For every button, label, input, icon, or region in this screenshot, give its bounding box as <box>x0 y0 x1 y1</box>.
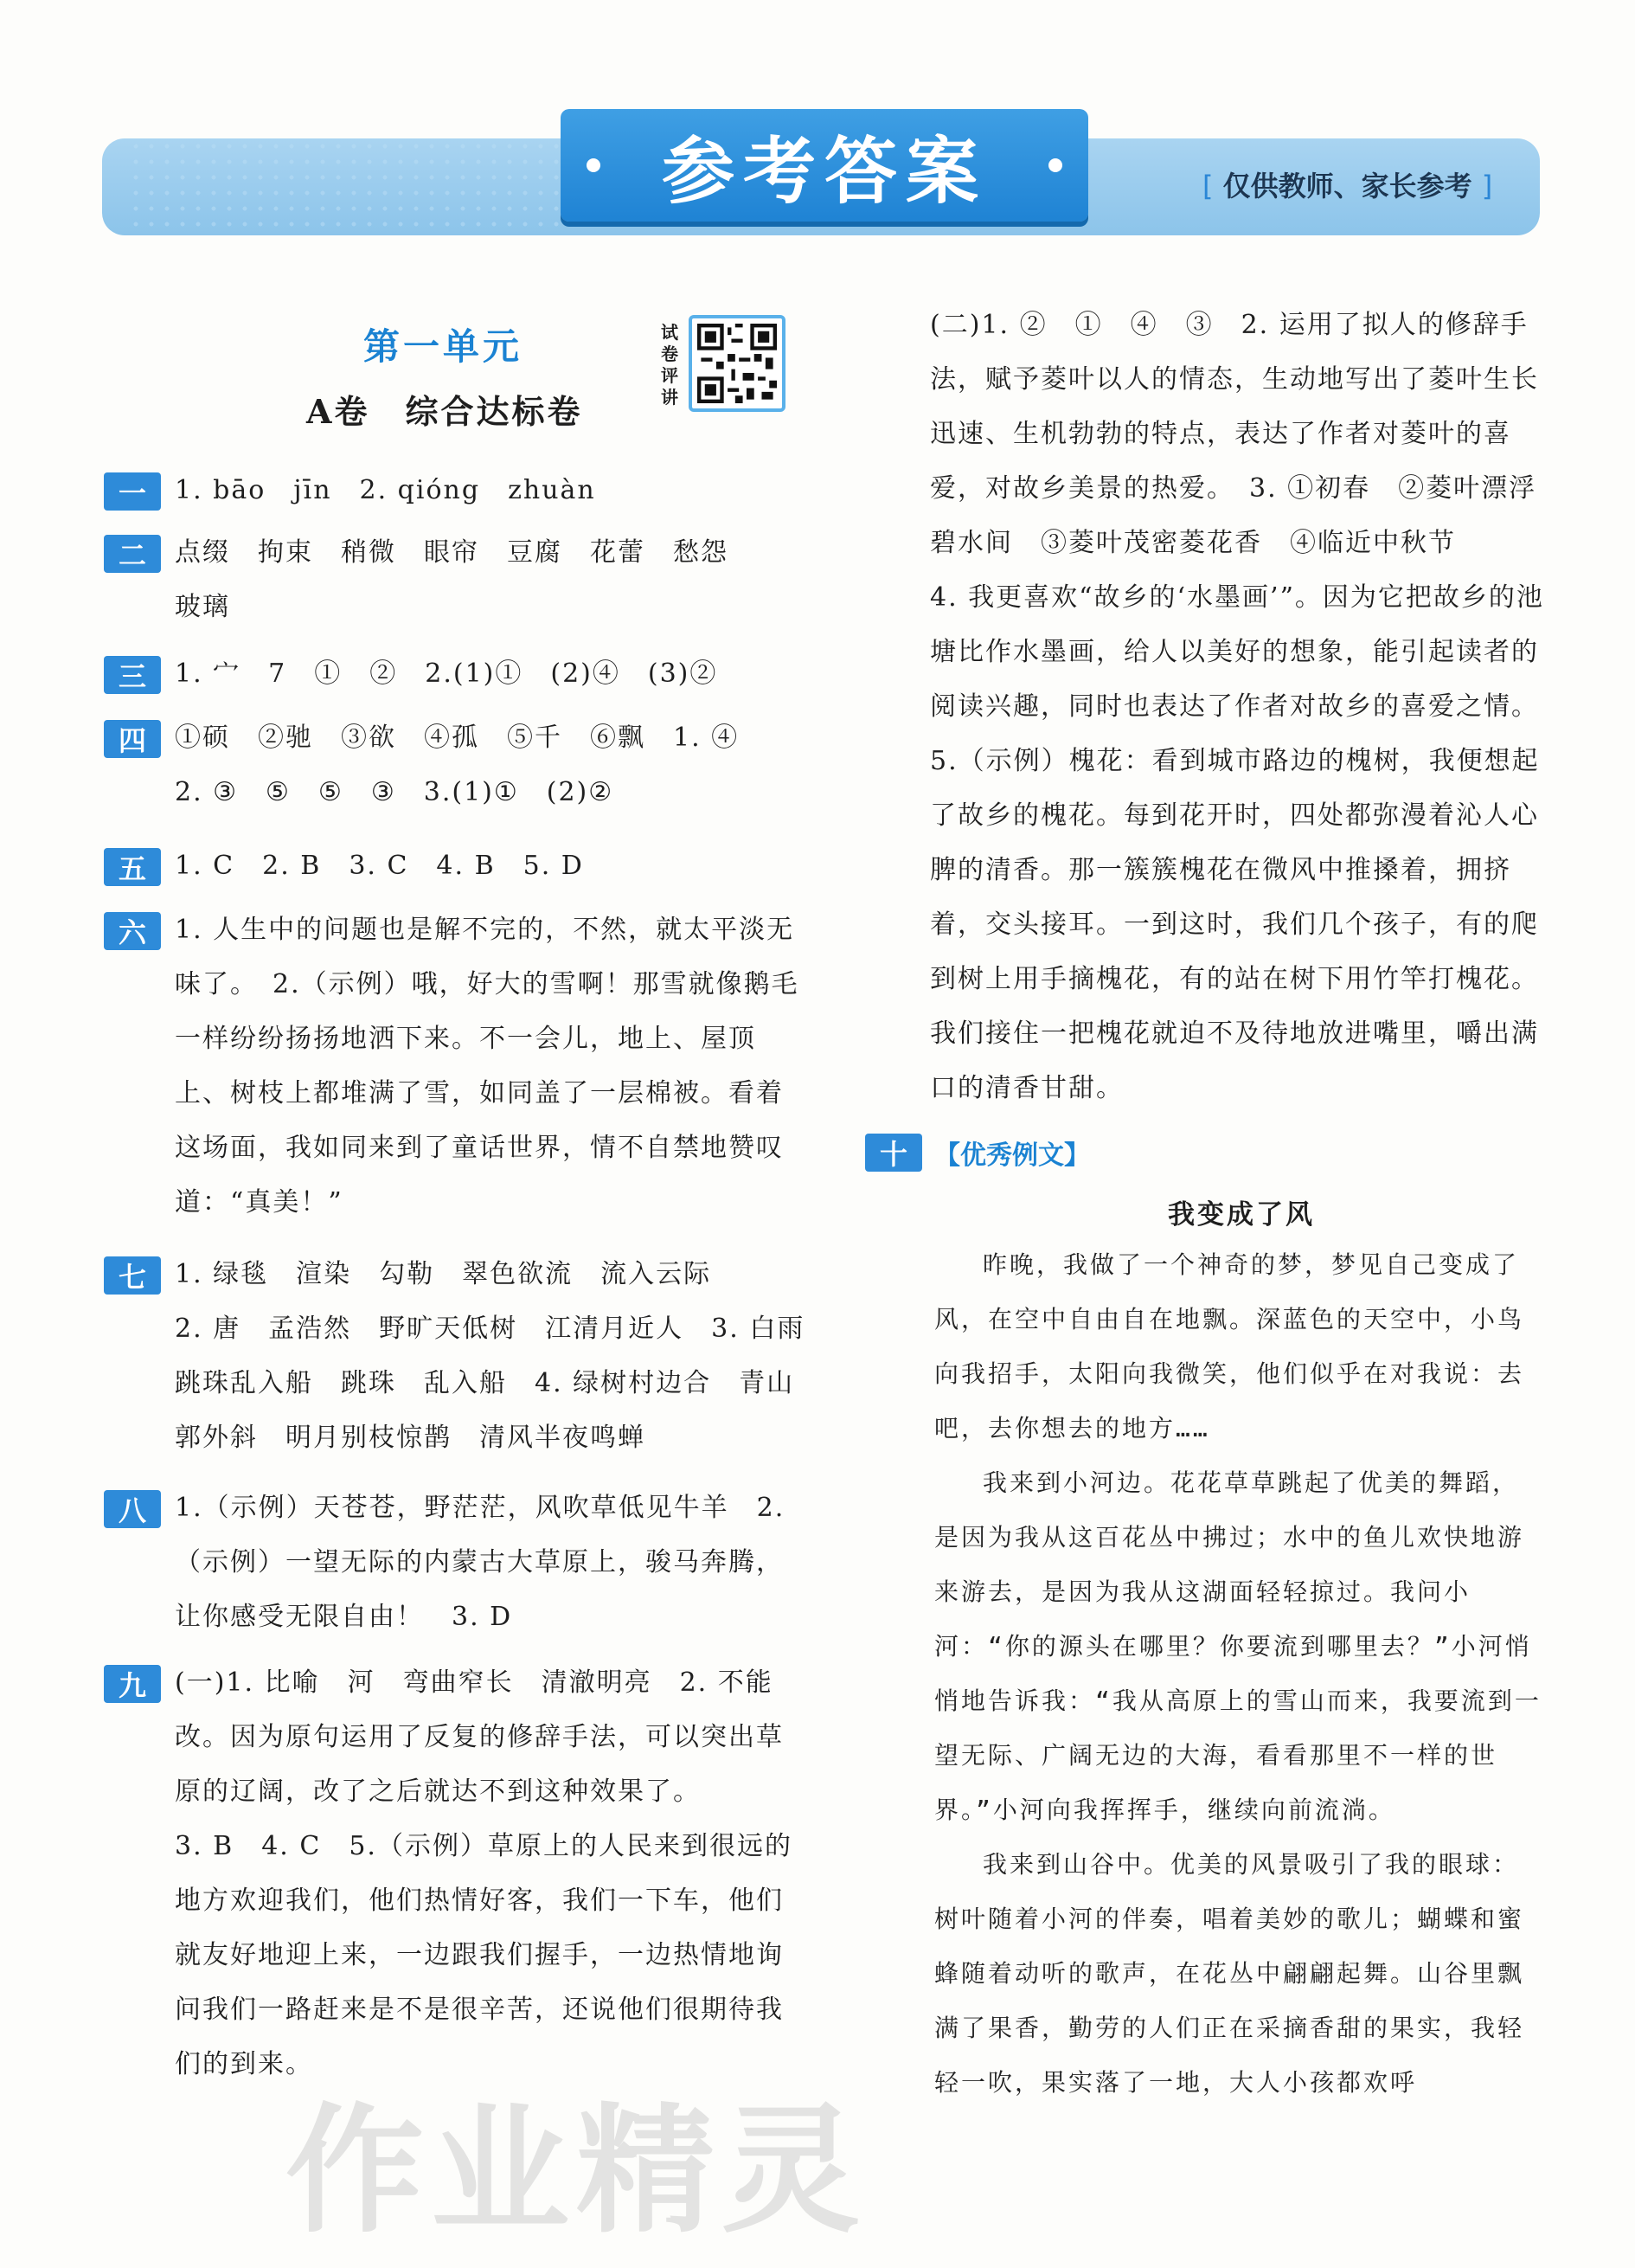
section-text: 1. 绿毯 渲染 勾勒 翠色欲流 流入云际 2. 唐 孟浩然 野旷天低树 江清月近人 3. 白雨跳珠乱入船 跳珠 乱入船 4. 绿树村边合 青山郭外斜 明月别枝惊鹊 清风半夜鸣蝉 <box>175 1259 805 1453</box>
essay-title: 我变成了风 <box>1168 1199 1315 1230</box>
section-badge: 二 <box>104 535 161 573</box>
essay-body <box>934 1237 1544 2110</box>
banner-pattern <box>128 138 612 235</box>
bracket-open: [ <box>1202 170 1214 202</box>
section-badge: 八 <box>104 1490 161 1528</box>
reference-note <box>1202 164 1492 208</box>
section-text: 1. bāo jīn 2. qióng zhuàn <box>175 475 596 505</box>
unit-title: 第一单元 <box>363 325 523 368</box>
section-text: 1.（示例）天苍苍，野茫茫，风吹草低见牛羊 2.（示例）一望无际的内蒙古大草原上，骏马奔腾，让你感受无限自由！ 3. D <box>175 1493 785 1632</box>
section-text: (一)1. 比喻 河 弯曲窄长 清澈明亮 2. 不能改。因为原句运用了反复的修辞手法，可以突出草原的辽阔，改了之后就达不到这种效果了。 3. B 4. C 5.（示例）草原上的人民来到很远的地方欢迎我们，他们热情好客，我们一下车，他们就友好地迎上来，一边跟我们握手，一边热情地询问我们一路赶来是不是很辛苦，还说他们很期待我们的到来。 <box>175 1667 792 2079</box>
volume-title: A卷 综合达标卷 <box>306 392 583 431</box>
title-dot-left <box>587 158 600 172</box>
page-title <box>561 109 1088 222</box>
section-text: 1. 宀 7 ① ② 2.(1)① (2)④ (3)② <box>175 659 718 689</box>
section-text: ①硕 ②驰 ③欲 ④孤 ⑤千 ⑥飘 1. ④ 2. ③ ⑤ ⑤ ③ 3.(1)① (2)② <box>175 723 740 807</box>
qr-label: 试卷评讲 <box>661 322 678 408</box>
essay-paragraph: 我来到小河边。花花草草跳起了优美的舞蹈，是因为我从这百花丛中拂过；水中的鱼儿欢快地游来游去，是因为我从这湖面轻轻掠过。我问小河：“你的源头在哪里？你要流到哪里去？”小河悄悄地告诉我：“我从高原上的雪山而来，我要流到一望无际、广阔无边的大海，看看那里不一样的世界。”小河向我挥挥手，继续向前流淌。 <box>934 1468 1542 1824</box>
section-text: 1. 人生中的问题也是解不完的，不然，就太平淡无味了。 2.（示例）哦，好大的雪啊！那雪就像鹅毛一样纷纷扬扬地洒下来。不一会儿，地上、屋顶上、树枝上都堆满了雪，如同盖了一层棉被。看着这场面，我如同来到了童话世界，情不自禁地赞叹道：“真美！” <box>175 915 799 1218</box>
title-dot-right <box>1048 158 1062 172</box>
section-badge: 十 <box>865 1134 922 1172</box>
section-badge: 一 <box>104 472 161 511</box>
section-badge: 六 <box>104 912 161 950</box>
section-badge: 九 <box>104 1665 161 1703</box>
essay-paragraph: 昨晚，我做了一个神奇的梦，梦见自己变成了风，在空中自由自在地飘。深蓝色的天空中，小鸟向我招手，太阳向我微笑，他们似乎在对我说：去吧，去你想去的地方…… <box>934 1250 1525 1442</box>
bracket-close: ] <box>1481 170 1493 202</box>
essay-tag: 【优秀例文】 <box>934 1140 1090 1171</box>
essay-paragraph: 我来到山谷中。优美的风景吸引了我的眼球：树叶随着小河的伴奏，唱着美妙的歌儿；蝴蝶和蜜蜂随着动听的歌声，在花丛中翩翩起舞。山谷里飘满了果香，勤劳的人们正在采摘香甜的果实，我轻轻一吹，果实落了一地，大人小孩都欢呼 <box>934 1850 1525 2097</box>
qr-code[interactable] <box>689 315 785 412</box>
section-badge: 四 <box>104 720 161 758</box>
reference-note-text: 仅供教师、家长参考 <box>1222 170 1472 202</box>
section-badge: 五 <box>104 848 161 886</box>
section-9-part-2: (二)1. ② ① ④ ③ 2. 运用了拟人的修辞手法，赋予菱叶以人的情态，生动地写出了菱叶生长迅速、生机勃勃的特点，表达了作者对菱叶的喜爱，对故乡美景的热爱。 3. ①初春 ②菱叶漂浮碧水间 ③菱叶茂密菱花香 ④临近中秋节 4. 我更喜欢“故乡的‘水墨画’”。因为它把故乡的池塘比作水墨画，给人以美好的想象，能引起读者的阅读兴趣，同时也表达了作者对故乡的喜爱之情。 5.（示例）槐花：看到城市路边的槐树，我便想起了故乡的槐花。每到花开时，四处都弥漫着沁人心脾的清香。那一簇簇槐花在微风中推搡着，拥挤着，交头接耳。一到这时，我们几个孩子，有的爬到树上用手摘槐花，有的站在树下用竹竿打槐花。我们接住一把槐花就迫不及待地放进嘴里，嚼出满口的清香甘甜。 <box>930 310 1544 1103</box>
section-badge: 七 <box>104 1256 161 1295</box>
page-title-text: 参考答案 <box>661 128 987 214</box>
section-text: 点缀 拘束 稍微 眼帘 豆腐 花蕾 愁怨 玻璃 <box>175 537 728 622</box>
qr-code-icon <box>697 324 777 403</box>
watermark: 作业精灵 <box>285 2090 868 2252</box>
section-text: 1. C 2. B 3. C 4. B 5. D <box>175 851 584 881</box>
section-badge: 三 <box>104 656 161 694</box>
